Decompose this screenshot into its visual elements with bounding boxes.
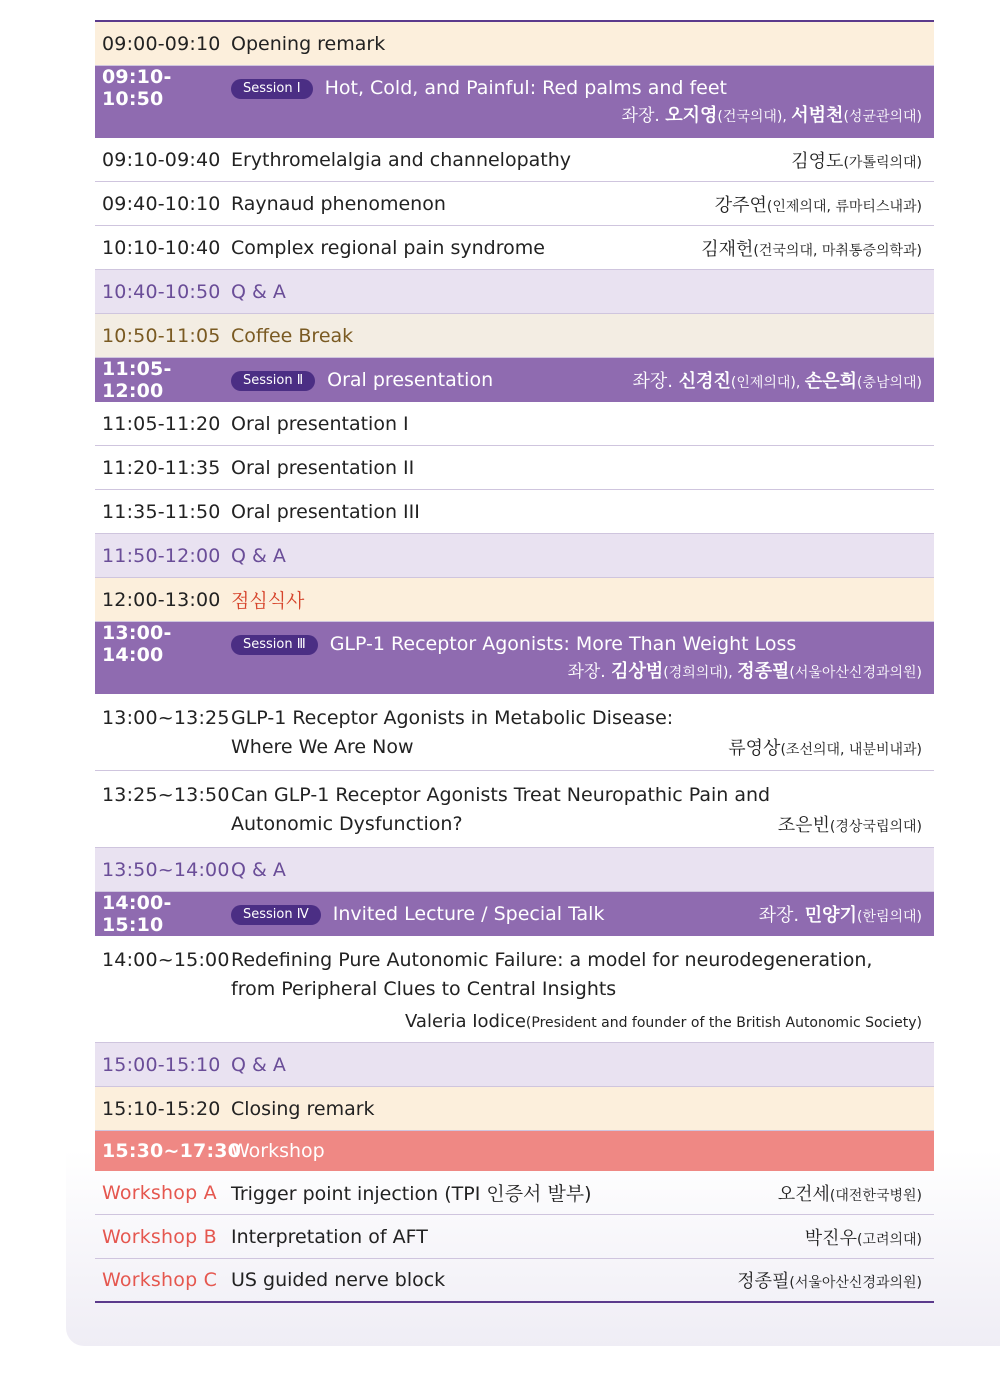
table-row (95, 226, 934, 270)
title-line: Redefining Pure Autonomic Failure: a model for neurodegeneration, (231, 949, 873, 971)
time-cell: 13:00~13:25 (102, 707, 230, 729)
title-cell: Q & A (231, 280, 286, 303)
time-cell: 09:40-10:10 (102, 192, 221, 215)
title-cell: Workshop (231, 1140, 325, 1162)
table-row (95, 402, 934, 446)
title-cell: Trigger point injection (TPI 인증서 발부) (231, 1183, 592, 1205)
title-cell: Interpretation of AFT (231, 1225, 428, 1248)
speaker-affiliation: (가톨릭의대) (843, 154, 922, 171)
title-line: GLP-1 Receptor Agonists in Metabolic Disease: (231, 707, 674, 729)
title-cell: Oral presentation III (231, 500, 420, 523)
chair-prefix: 좌장. (758, 905, 805, 926)
speaker-name: 조은빈 (777, 815, 830, 836)
time-cell: 09:10-09:40 (102, 148, 221, 171)
speaker-cell (778, 1180, 934, 1206)
chair-name: 김상범 (611, 661, 664, 682)
title-cell: Complex regional pain syndrome (231, 236, 545, 259)
session-header-1 (95, 66, 934, 138)
schedule-table (95, 20, 934, 1303)
speaker-cell (805, 1224, 934, 1250)
session-title-text: Invited Lecture / Special Talk (332, 903, 605, 925)
speaker-name: 오건세 (777, 1183, 830, 1205)
time-cell: 15:30~17:30 (102, 1140, 242, 1162)
table-row (95, 490, 934, 534)
speaker-affiliation: (인제의대, 류마티스내과) (766, 198, 922, 215)
title-cell: Q & A (231, 1053, 286, 1076)
chair-name: 서범천 (791, 105, 844, 126)
speaker-name: 김재헌 (701, 238, 754, 260)
session-badge: Session Ⅲ (231, 635, 318, 655)
chair-name: 민양기 (804, 905, 857, 926)
table-row-invited-lecture (95, 936, 934, 1043)
session-badge: Session Ⅳ (231, 905, 321, 925)
time-cell: 13:25~13:50 (102, 784, 230, 806)
table-row (95, 446, 934, 490)
session-title (231, 77, 934, 99)
title-line: from Peripheral Clues to Central Insights (231, 978, 617, 1000)
speaker-name: 김영도 (791, 150, 844, 172)
title-cell: Opening remark (231, 32, 386, 55)
title-cell: US guided nerve block (231, 1269, 446, 1291)
time-cell: 14:00-15:10 (102, 892, 172, 936)
table-row-qa (95, 1043, 934, 1087)
title-cell: Raynaud phenomenon (231, 192, 446, 215)
speaker-affiliation: (대전한국병원) (829, 1187, 922, 1204)
session-title-text: Hot, Cold, and Painful: Red palms and feet (324, 77, 728, 99)
time-cell: 10:40-10:50 (102, 280, 221, 303)
speaker-name: 강주연 (714, 194, 767, 216)
table-row (95, 182, 934, 226)
chair-affiliation: (건국의대), (717, 109, 792, 125)
table-row-qa (95, 534, 934, 578)
workshop-label: Workshop A (102, 1181, 217, 1204)
chair-affiliation: (충남의대) (856, 375, 922, 391)
title-cell: Erythromelalgia and channelopathy (231, 148, 572, 171)
title-line: Can GLP-1 Receptor Agonists Treat Neuropathic Pain and (231, 784, 771, 806)
session-title-text: GLP-1 Receptor Agonists: More Than Weight Loss (329, 633, 797, 655)
speaker-cell (737, 1267, 934, 1293)
chair-affiliation: (경희의대), (663, 665, 738, 681)
speaker-cell (701, 235, 934, 261)
session-title (231, 369, 632, 391)
title-cell: 점심식사 (231, 590, 305, 612)
time-cell: 09:10-10:50 (102, 66, 172, 110)
speaker-affiliation: (조선의대, 내분비내과) (780, 742, 922, 758)
session-header-2 (95, 358, 934, 402)
time-cell: 11:05-11:20 (102, 412, 221, 435)
table-row-workshop (95, 1259, 934, 1303)
speaker-name: Valeria Iodice (405, 1011, 526, 1032)
session-badge: Session Ⅰ (231, 79, 313, 99)
session-header-4 (95, 892, 934, 936)
chair-name: 정종필 (737, 661, 790, 682)
session-chairs (759, 901, 934, 927)
session-header-3 (95, 622, 934, 694)
chair-name: 오지영 (665, 105, 718, 126)
speaker-name: 박진우 (804, 1227, 857, 1249)
title-cell: Closing remark (231, 1097, 375, 1120)
chair-name: 신경진 (678, 371, 731, 392)
chair-affiliation: (인제의대), (730, 375, 805, 391)
session-badge: Session Ⅱ (231, 371, 315, 391)
title-cell (231, 946, 934, 1004)
chair-prefix: 좌장. (567, 662, 612, 682)
session-title (231, 633, 934, 655)
table-row-workshop (95, 1171, 934, 1215)
chair-affiliation: (한림의대) (856, 909, 922, 925)
table-row-workshop (95, 1215, 934, 1259)
table-row (95, 138, 934, 182)
time-cell: 09:00-09:10 (102, 32, 221, 55)
title-cell: Q & A (231, 544, 286, 567)
chair-prefix: 좌장. (632, 371, 679, 392)
time-cell: 10:10-10:40 (102, 236, 221, 259)
time-cell: 15:00-15:10 (102, 1053, 221, 1076)
title-cell: Oral presentation I (231, 412, 409, 435)
session-title-text: Oral presentation (327, 369, 494, 391)
chair-affiliation: (성균관의대) (843, 109, 922, 125)
table-row-qa (95, 270, 934, 314)
speaker-name: 류영상 (728, 738, 781, 759)
speaker-affiliation: (건국의대, 마취통증의학과) (753, 242, 922, 259)
table-row-opening (95, 22, 934, 66)
speaker-affiliation: (경상국립의대) (829, 819, 922, 835)
time-cell: 10:50-11:05 (102, 324, 221, 347)
table-row (95, 694, 934, 771)
speaker-affiliation: (고려의대) (856, 1231, 922, 1248)
session-title (231, 903, 759, 925)
speaker-affiliation: (서울아산신경과의원) (789, 1275, 922, 1291)
time-cell: 14:00~15:00 (102, 949, 230, 971)
time-cell: 15:10-15:20 (102, 1097, 221, 1120)
title-cell: Q & A (231, 858, 286, 881)
speaker-cell (778, 811, 934, 837)
table-row-lunch (95, 578, 934, 622)
table-row-closing (95, 1087, 934, 1131)
time-cell: 13:50~14:00 (102, 858, 230, 881)
title-cell: Oral presentation II (231, 456, 415, 479)
speaker-cell (405, 1011, 934, 1032)
time-cell: 11:35-11:50 (102, 500, 221, 523)
workshop-header (95, 1131, 934, 1171)
time-cell: 11:05-12:00 (102, 358, 172, 402)
table-row-qa (95, 848, 934, 892)
chair-prefix: 좌장. (621, 106, 666, 126)
time-cell: 11:20-11:35 (102, 456, 221, 479)
workshop-label: Workshop C (102, 1269, 218, 1291)
time-cell: 12:00-13:00 (102, 588, 221, 611)
speaker-cell (728, 734, 934, 760)
chair-affiliation: (서울아산신경과의원) (789, 665, 922, 681)
time-cell: 13:00-14:00 (102, 622, 172, 666)
table-row-coffee-break (95, 314, 934, 358)
title-line: Autonomic Dysfunction? (231, 813, 463, 835)
speaker-cell (791, 147, 934, 173)
title-line: Where We Are Now (231, 736, 414, 758)
table-row (95, 771, 934, 848)
speaker-name: 정종필 (737, 1271, 790, 1292)
time-cell: 11:50-12:00 (102, 544, 221, 567)
session-chairs (632, 367, 934, 393)
speaker-affiliation: (President and founder of the British Autonomic Society) (525, 1015, 922, 1031)
workshop-label: Workshop B (102, 1225, 217, 1248)
chair-name: 손은희 (804, 371, 857, 392)
title-cell: Coffee Break (231, 324, 354, 347)
speaker-cell (715, 191, 934, 217)
